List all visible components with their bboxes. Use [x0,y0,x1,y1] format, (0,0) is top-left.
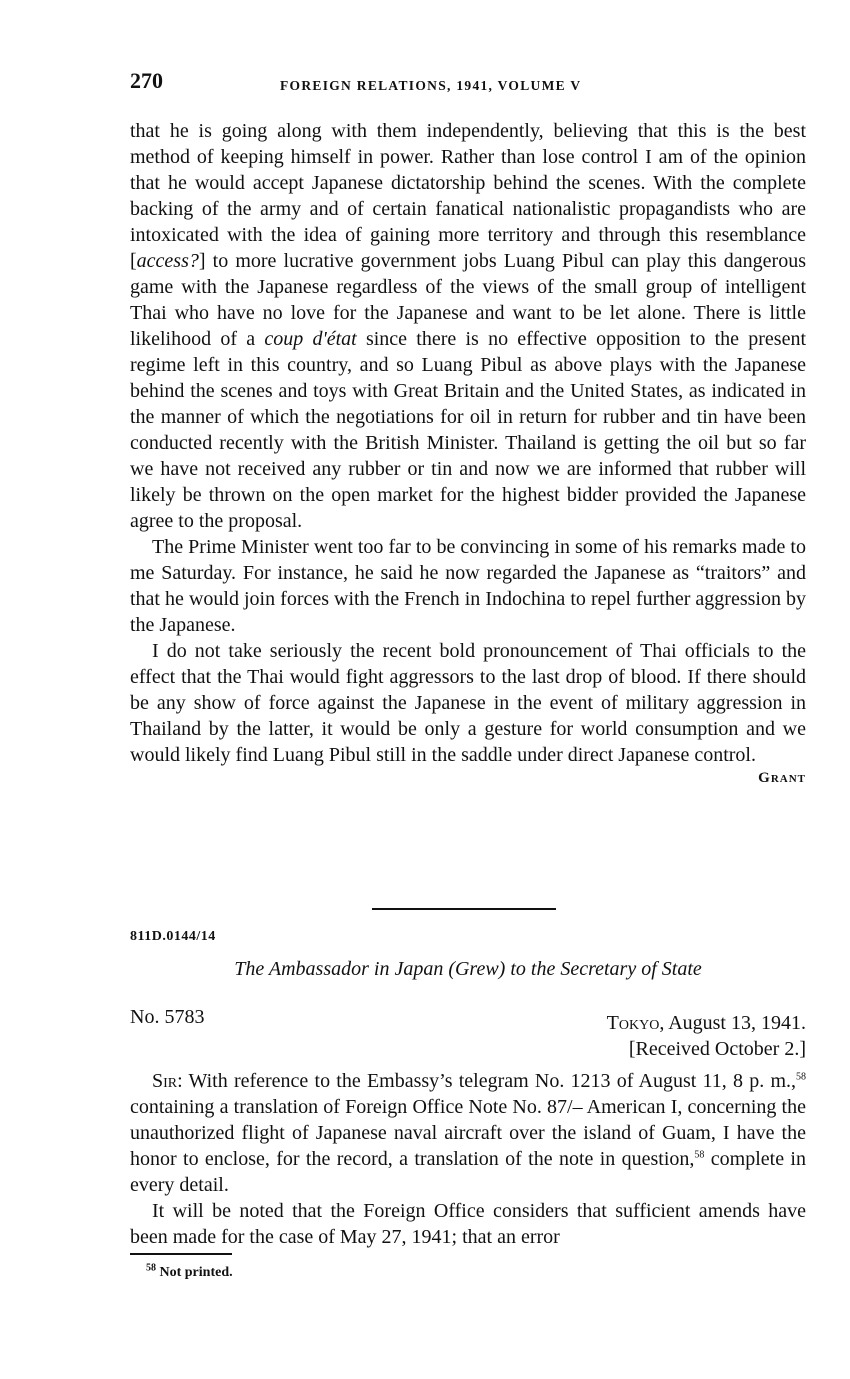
text-run: that he is going along with them independently, believing that this is the best method of keeping himself in power. Rather than lose control I am of the opinion that he would accept Japanese dictatorship behind the scenes. With the complete backing of the army and of certain fanatical nationalistic propagandists who are intoxicated with the idea of gaining more territory and through this resemblance [ [130,120,806,272]
paragraph: I do not take seriously the recent bold pronouncement of Thai officials to the effect that the Thai would fight aggressors to the last drop of blood. If there should be any show of force against the Japanese in the event of military aggression in Thailand by the latter, it would be only a gesture for world consumption and we would likely find Luang Pibul still in the saddle under direct Japanese control. [130,640,806,766]
paragraph-continued [130,118,806,534]
paragraph: It will be noted that the Foreign Office considers that sufficient amends have been made for the case of May 27, 1941; that an error [130,1200,806,1248]
page-header [130,68,806,100]
paragraph [130,1068,806,1198]
section-divider [372,908,556,910]
text-run: complete in every detail. [130,1148,806,1196]
italic-text: access? [136,250,199,272]
letter-body [130,1068,806,1250]
file-number: 811D.0144/14 [130,929,216,944]
text-run: ] to more lucrative government jobs Luang Pibul can play this dangerous game with the Japanese regardless of the views of the small group of intelligent Thai who have no love for the Japanese and want to be let alone. There is little likelihood of a [130,250,806,350]
page-number: 270 [130,68,163,93]
place: Tokyo [606,1012,660,1034]
received-date: [Received October 2.] [628,1038,806,1060]
paragraph: The Prime Minister went too far to be convincing in some of his remarks made to me Saturday. For instance, he said he now regarded the Japanese as “traitors” and that he would join forces with the French in Indochina to repel further aggression by the Japanese. [130,536,806,636]
footnote [146,1262,233,1281]
italic-text: coup d'état [264,328,357,350]
running-head: FOREIGN RELATIONS, 1941, VOLUME V [280,78,582,93]
salutation: Sir [152,1070,178,1092]
text-run: containing a translation of Foreign Office Note No. 87/– American I, concerning the unauthorized flight of Japanese naval aircraft over the island of Guam, I have the honor to enclose, for the record, a translation of the note in question, [130,1096,806,1170]
continued-letter [130,118,806,788]
text-run: since there is no effective opposition to the present regime left in this country, and so Luang Pibul as above plays with the Japanese behind the scenes and toys with Great Britain and the United States, as indicated in the manner of which the negotiations for oil in return for rubber and tin have been conducted recently with the British Minister. Thailand is getting the oil but so far we have not received any rubber or tin and now we are informed that rubber will likely be thrown on the open market for the highest bidder provided the Japanese agree to the proposal. [130,328,807,532]
footnote-marker: 58 [146,1262,156,1274]
despatch-number: No. 5783 [130,1006,205,1028]
footnote-ref: 58 [796,1071,806,1083]
footnote-text: Not printed. [159,1265,233,1280]
footnote-ref: 58 [694,1149,705,1161]
document-title: The Ambassador in Japan (Grew) to the Secretary of State [234,958,702,980]
place-and-date [607,1010,806,1062]
footnote-divider [130,1253,232,1255]
text-run: : With reference to the Embassy’s telegram No. 1213 of August 11, 8 p. m., [177,1070,796,1092]
signature: Grant [758,770,806,786]
date: , August 13, 1941. [659,1012,806,1034]
